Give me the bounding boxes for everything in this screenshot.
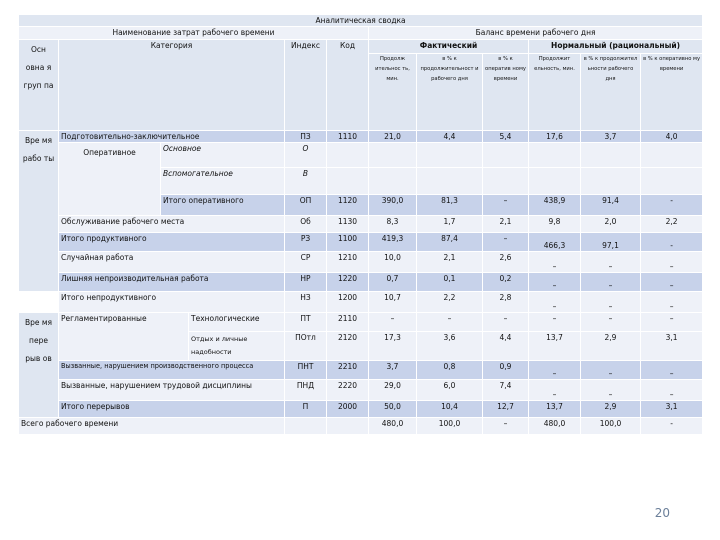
table-title: Аналитическая сводка [19,15,703,27]
table-row [19,292,703,313]
row-actual-pct-day: 3,6 [417,332,483,361]
row-actual-pct-op: 2,6 [483,252,529,273]
row-name: Итого перерывов [59,401,285,418]
row-actual-pct-day: 2,2 [417,292,483,313]
row-normal-pct-op: 2,2 [641,216,703,233]
row-actual-pct-op: 7,4 [483,380,529,401]
row-actual-duration: 10,7 [369,292,417,313]
row-index: РЗ [285,233,327,252]
row-normal-duration: 9,8 [529,216,581,233]
row-normal-pct-op: – [641,380,703,401]
row-name: Всего рабочего времени [19,418,285,435]
row-normal-pct-day: – [581,361,641,380]
row-actual-pct-op: – [483,195,529,216]
row-name: Основное [161,143,285,168]
table-row [19,273,703,292]
row-normal-duration: – [529,380,581,401]
expenses-header: Наименование затрат рабочего времени [19,27,369,39]
col-code-header: Код [327,39,369,130]
col-category-header: Категория [59,39,285,130]
row-code: 1130 [327,216,369,233]
row-actual-pct-op: 2,1 [483,216,529,233]
row-normal-pct-day: 91,4 [581,195,641,216]
table-row [19,252,703,273]
row-index: ПОтл [285,332,327,361]
row-code: 1210 [327,252,369,273]
row-actual-pct-day: 1,7 [417,216,483,233]
row-name: Лишняя непроизводительная работа [59,273,285,292]
row-normal-pct-op: 3,1 [641,332,703,361]
row-code: 2000 [327,401,369,418]
row-normal-pct-op: – [641,361,703,380]
row-actual-pct-day: 6,0 [417,380,483,401]
row-index: НР [285,273,327,292]
row-name: Итого оперативного [161,195,285,216]
row-actual-pct-day: 81,3 [417,195,483,216]
row-normal-duration: 438,9 [529,195,581,216]
table-header-row [19,39,703,53]
actual-header: Фактический [369,39,529,53]
row-normal-pct-op: – [641,273,703,292]
row-actual-duration: 0,7 [369,273,417,292]
row-normal-duration: 13,7 [529,401,581,418]
row-actual-pct-day: 87,4 [417,233,483,252]
row-code: 2220 [327,380,369,401]
row-actual-pct-day: – [417,313,483,332]
row-actual-pct-op: – [483,313,529,332]
row-name: Случайная работа [59,252,285,273]
row-actual-pct-op: 2,8 [483,292,529,313]
row-actual-pct-op: 12,7 [483,401,529,418]
row-actual-duration: 3,7 [369,361,417,380]
row-normal-pct-op: – [641,252,703,273]
row-actual-pct-day: 4,4 [417,130,483,142]
table-title-row [19,15,703,27]
row-normal-pct-day: 100,0 [581,418,641,435]
row-code: 2110 [327,313,369,332]
row-normal-pct-day: – [581,252,641,273]
row-index: ПНД [285,380,327,401]
row-normal-pct-day: – [581,380,641,401]
actual-duration-header: Продолж ительнос ть, мин. [369,53,417,130]
row-actual-pct-day: 10,4 [417,401,483,418]
table-row [19,380,703,401]
row-normal-duration: – [529,292,581,313]
row-code: 1100 [327,233,369,252]
row-normal-duration: – [529,252,581,273]
table-row [19,216,703,233]
row-name: Вызванные, нарушением производственного процесса [59,361,285,380]
row-normal-duration: – [529,361,581,380]
row-index: СР [285,252,327,273]
slide-number: 20 [654,506,670,520]
row-normal-pct-day: 2,9 [581,401,641,418]
row-normal-pct-op: - [641,195,703,216]
row-normal-pct-day: – [581,292,641,313]
table-row [19,401,703,418]
analytic-summary-table [18,14,703,435]
row-actual-duration: 419,3 [369,233,417,252]
row-normal-pct-day: 2,0 [581,216,641,233]
row-index: П [285,401,327,418]
row-actual-pct-day: 0,1 [417,273,483,292]
row-normal-pct-op: 3,1 [641,401,703,418]
row-actual-pct-op: 4,4 [483,332,529,361]
balance-header: Баланс времени рабочего дня [369,27,703,39]
row-normal-pct-op: – [641,313,703,332]
row-normal-pct-day: 97,1 [581,233,641,252]
group-breaks: Вре мя пере рыв ов [19,313,59,418]
table-row-total [19,418,703,435]
row-actual-duration: 50,0 [369,401,417,418]
row-normal-duration: 13,7 [529,332,581,361]
row-normal-pct-day: – [581,273,641,292]
row-name: Вызванные, нарушением трудовой дисциплины [59,380,285,401]
row-actual-pct-day: 100,0 [417,418,483,435]
row-normal-pct-op: – [641,292,703,313]
normal-pct-day-header: в % к продолжител ьности рабочего дня [581,53,641,130]
label-regulated: Регламентированные [59,313,189,361]
row-index: НЗ [285,292,327,313]
row-actual-pct-day: 0,8 [417,361,483,380]
row-normal-duration: – [529,273,581,292]
row-actual-pct-op: – [483,418,529,435]
row-actual-duration: 29,0 [369,380,417,401]
row-normal-pct-day: 3,7 [581,130,641,142]
row-actual-duration: 10,0 [369,252,417,273]
normal-header: Нормальный (рациональный) [529,39,703,53]
label-operative: Оперативное [59,143,161,216]
row-code: 2120 [327,332,369,361]
row-normal-duration: 17,6 [529,130,581,142]
row-normal-pct-day: – [581,313,641,332]
row-code: 1110 [327,130,369,142]
row-normal-duration: – [529,313,581,332]
row-actual-duration: – [369,313,417,332]
row-index: В [285,168,327,195]
row-actual-duration: 21,0 [369,130,417,142]
row-actual-pct-op: 0,2 [483,273,529,292]
row-name: Обслуживание рабочего места [59,216,285,233]
row-code: 1120 [327,195,369,216]
table-row [19,313,703,332]
actual-pct-op-header: в % к оператив ному времени [483,53,529,130]
table-header-row [19,27,703,39]
col-group-header: Осн овна я груп па [19,39,59,130]
normal-pct-op-header: в % к оперативно му времени [641,53,703,130]
row-actual-duration: 17,3 [369,332,417,361]
row-name: Подготовительно-заключительное [59,130,285,142]
actual-pct-day-header: в % к продолжительност и рабочего дня [417,53,483,130]
row-actual-pct-day: 2,1 [417,252,483,273]
row-index: ПНТ [285,361,327,380]
table-row [19,130,703,142]
row-actual-duration: 480,0 [369,418,417,435]
row-code: 1200 [327,292,369,313]
row-actual-duration: 390,0 [369,195,417,216]
row-name: Итого продуктивного [59,233,285,252]
col-index-header: Индекс [285,39,327,130]
row-actual-pct-op: 5,4 [483,130,529,142]
row-index: Об [285,216,327,233]
row-normal-pct-day: 2,9 [581,332,641,361]
row-index: ОП [285,195,327,216]
normal-duration-header: Продолжит ельность, мин. [529,53,581,130]
row-code: 2210 [327,361,369,380]
row-name: Итого непродуктивного [59,292,285,313]
row-normal-pct-op: - [641,418,703,435]
row-name: Вспомогательное [161,168,285,195]
row-index: ПТ [285,313,327,332]
row-normal-duration: 480,0 [529,418,581,435]
row-name: Технологические [189,313,285,332]
row-actual-duration: 8,3 [369,216,417,233]
table-row [19,361,703,380]
row-normal-pct-op: 4,0 [641,130,703,142]
row-actual-pct-op: 0,9 [483,361,529,380]
table-row [19,233,703,252]
row-normal-duration: 466,3 [529,233,581,252]
row-index: ПЗ [285,130,327,142]
row-index: О [285,143,327,168]
row-name: Отдых и личные надобности [189,332,285,361]
row-code: 1220 [327,273,369,292]
table-row [19,143,703,168]
row-actual-pct-op: – [483,233,529,252]
group-work-time: Вре мя рабо ты [19,130,59,291]
row-normal-pct-op: - [641,233,703,252]
